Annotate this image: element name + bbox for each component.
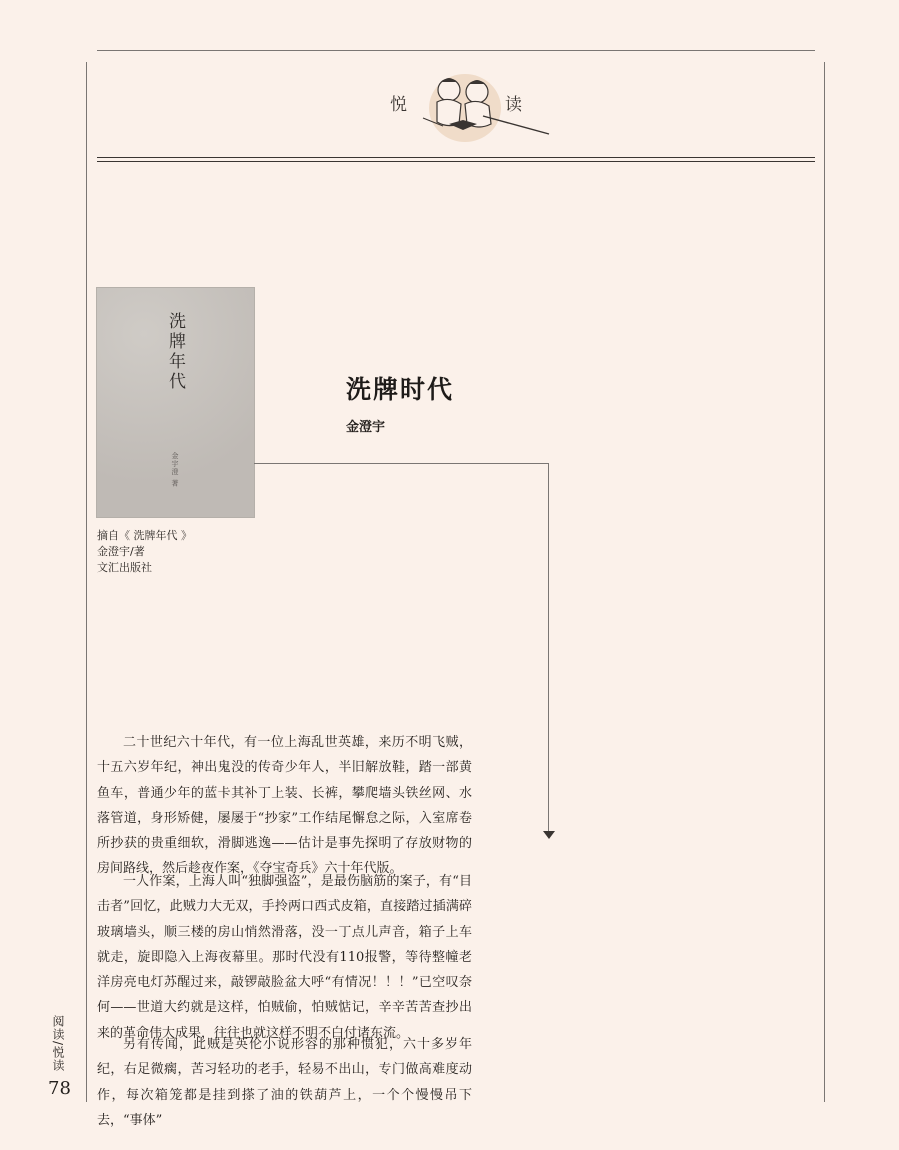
header-double-rule-top [97,157,815,158]
header-char-left: 悦 [390,95,407,115]
page-number: 78 [48,1078,71,1099]
article-paragraph-2: 一人作案，上海人叫“独脚强盗”，是最伤脑筋的案子，有“目击者”回忆，此贼力大无双，手拎两口西式皮箱，直接踏过插满碎玻璃墙头，顺三楼的房山悄然滑落，没一丁点儿声音，箱子上车就走，旋即隐入上海夜幕里。那时代没有110报警，等待整幢老洋房亮电灯苏醒过来，敲锣敲脸盆大呼“有情况！！！”已空叹奈何——世道大约就是这样，怕贼偷，怕贼惦记，辛辛苦苦查抄出来的革命伟大成果，往往也就这样不明不白付诸东流。 [97,874,472,1041]
connector-line-vertical [548,463,549,833]
connector-line-horizontal [254,463,549,464]
top-rule [97,50,815,51]
book-caption [97,528,192,576]
header-banner [385,66,555,146]
header-double-rule-bottom [97,161,815,162]
cover-author: 金宇澄 著 [171,452,179,488]
header-char-right: 读 [505,95,522,115]
book-cover-image [97,288,254,517]
cover-title: 洗牌年代 [165,312,185,392]
caption-author: 金澄宇/著 [97,545,145,558]
article-title: 洗牌时代 [346,375,455,404]
article-paragraph-1: 二十世纪六十年代，有一位上海乱世英雄，来历不明飞贼，十五六岁年纪，神出鬼没的传奇少年人，半旧解放鞋，踏一部黄鱼车，普通少年的蓝卡其补丁上装、长裤，攀爬墙头铁丝网、水落管道，身形矫健，屡屡于“抄家”工作结尾懈怠之际，入室席卷所抄获的贵重细软，滑脚逃逸——估计是事先探明了存放财物的房间路线，然后趁夜作案，《夺宝奇兵》六十年代版。 [97,735,472,877]
left-frame-line [86,62,87,1102]
right-frame-line [824,62,825,1102]
caption-publisher: 文汇出版社 [97,561,152,574]
article-author: 金澄宇 [346,420,386,435]
caption-source: 摘自《 洗牌年代 》 [97,529,192,542]
article-paragraph-3: 另有传闻，此贼是英伦小说形容的那种惯犯，六十多岁年纪，右足微瘸，苦习轻功的老手，轻易不出山，专门做高难度动作，每次箱笼都是挂到搽了油的铁葫芦上，一个个慢慢吊下去，“事体” [97,1037,472,1128]
arrow-down-icon [543,831,555,840]
section-side-label: 阅读/悦读 [51,1015,65,1073]
two-children-reading-icon [413,68,553,144]
